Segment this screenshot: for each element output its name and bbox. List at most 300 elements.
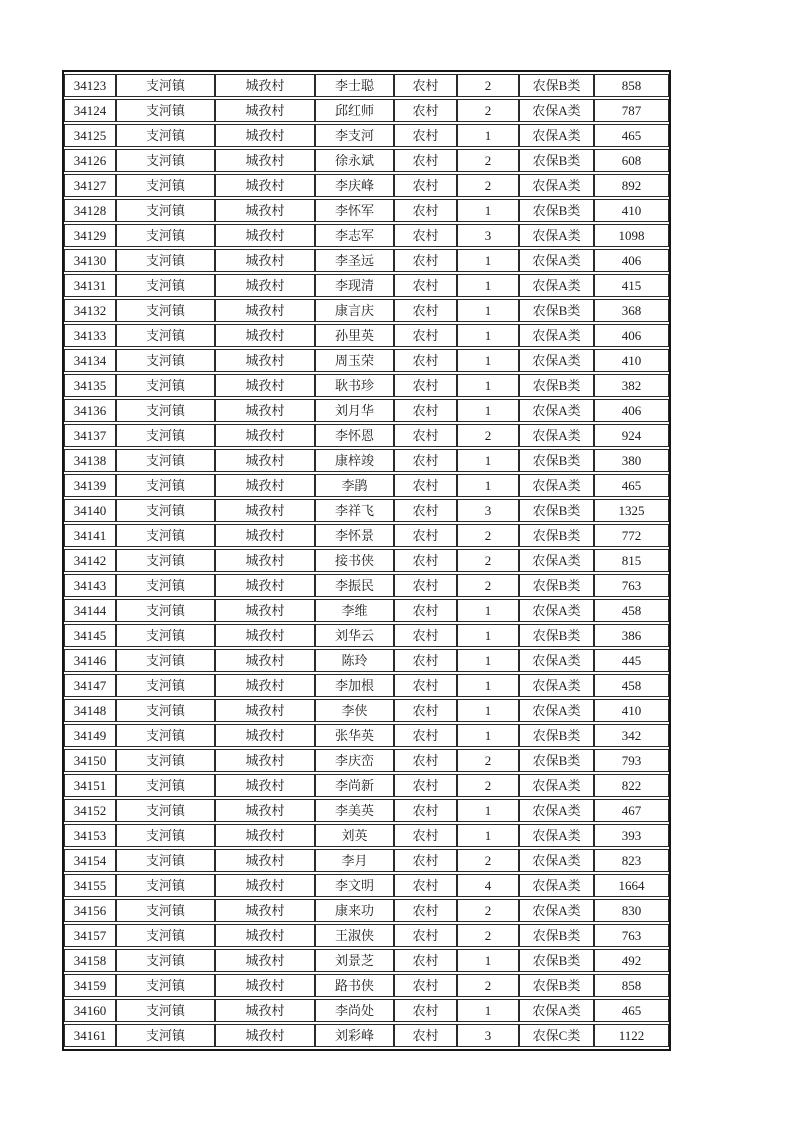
- cell-amount: 445: [594, 649, 669, 672]
- cell-record-id: 34144: [64, 599, 116, 622]
- cell-record-id: 34146: [64, 649, 116, 672]
- cell-person-name: 李尚新: [315, 774, 394, 797]
- cell-household-type: 农村: [394, 99, 457, 122]
- cell-person-count: 1: [457, 674, 519, 697]
- cell-household-type: 农村: [394, 899, 457, 922]
- cell-record-id: 34145: [64, 624, 116, 647]
- cell-insurance-category: 农保B类: [519, 299, 594, 322]
- cell-person-name: 刘彩峰: [315, 1024, 394, 1047]
- cell-household-type: 农村: [394, 749, 457, 772]
- cell-household-type: 农村: [394, 874, 457, 897]
- table-row: [64, 924, 669, 947]
- cell-village: 城孜村: [215, 699, 315, 722]
- cell-person-name: 路书侠: [315, 974, 394, 997]
- cell-household-type: 农村: [394, 599, 457, 622]
- cell-person-name: 李怀军: [315, 199, 394, 222]
- cell-town: 支河镇: [116, 149, 215, 172]
- cell-village: 城孜村: [215, 299, 315, 322]
- cell-person-name: 李庆峰: [315, 174, 394, 197]
- cell-town: 支河镇: [116, 824, 215, 847]
- cell-person-name: 刘华云: [315, 624, 394, 647]
- cell-person-name: 李加根: [315, 674, 394, 697]
- cell-person-count: 2: [457, 974, 519, 997]
- cell-record-id: 34126: [64, 149, 116, 172]
- cell-village: 城孜村: [215, 724, 315, 747]
- cell-person-name: 耿书珍: [315, 374, 394, 397]
- cell-town: 支河镇: [116, 549, 215, 572]
- cell-record-id: 34123: [64, 74, 116, 97]
- table-row: [64, 649, 669, 672]
- cell-household-type: 农村: [394, 499, 457, 522]
- cell-person-count: 1: [457, 624, 519, 647]
- cell-village: 城孜村: [215, 374, 315, 397]
- cell-person-name: 康来功: [315, 899, 394, 922]
- cell-village: 城孜村: [215, 174, 315, 197]
- cell-person-count: 1: [457, 249, 519, 272]
- cell-person-name: 李圣远: [315, 249, 394, 272]
- table-row: [64, 724, 669, 747]
- cell-person-count: 1: [457, 649, 519, 672]
- table-row: [64, 149, 669, 172]
- table-row: [64, 549, 669, 572]
- cell-person-count: 1: [457, 299, 519, 322]
- cell-insurance-category: 农保B类: [519, 749, 594, 772]
- table-row: [64, 774, 669, 797]
- cell-town: 支河镇: [116, 949, 215, 972]
- cell-person-name: 徐永斌: [315, 149, 394, 172]
- cell-person-count: 1: [457, 374, 519, 397]
- cell-household-type: 农村: [394, 324, 457, 347]
- cell-insurance-category: 农保A类: [519, 224, 594, 247]
- cell-insurance-category: 农保A类: [519, 274, 594, 297]
- cell-village: 城孜村: [215, 449, 315, 472]
- cell-person-count: 4: [457, 874, 519, 897]
- cell-amount: 892: [594, 174, 669, 197]
- cell-household-type: 农村: [394, 74, 457, 97]
- cell-insurance-category: 农保B类: [519, 199, 594, 222]
- cell-record-id: 34141: [64, 524, 116, 547]
- cell-amount: 410: [594, 199, 669, 222]
- cell-town: 支河镇: [116, 499, 215, 522]
- cell-insurance-category: 农保A类: [519, 324, 594, 347]
- cell-amount: 823: [594, 849, 669, 872]
- cell-amount: 608: [594, 149, 669, 172]
- cell-town: 支河镇: [116, 374, 215, 397]
- cell-person-name: 李文明: [315, 874, 394, 897]
- cell-person-count: 2: [457, 549, 519, 572]
- cell-insurance-category: 农保B类: [519, 499, 594, 522]
- cell-household-type: 农村: [394, 299, 457, 322]
- cell-amount: 410: [594, 349, 669, 372]
- cell-amount: 458: [594, 599, 669, 622]
- cell-village: 城孜村: [215, 749, 315, 772]
- cell-town: 支河镇: [116, 799, 215, 822]
- cell-amount: 492: [594, 949, 669, 972]
- table-row: [64, 374, 669, 397]
- cell-town: 支河镇: [116, 574, 215, 597]
- cell-person-count: 3: [457, 499, 519, 522]
- table-row: [64, 474, 669, 497]
- cell-household-type: 农村: [394, 849, 457, 872]
- cell-insurance-category: 农保C类: [519, 1024, 594, 1047]
- table-row: [64, 349, 669, 372]
- cell-person-name: 李志军: [315, 224, 394, 247]
- cell-amount: 410: [594, 699, 669, 722]
- cell-record-id: 34142: [64, 549, 116, 572]
- table-row: [64, 624, 669, 647]
- table-row: [64, 999, 669, 1022]
- cell-village: 城孜村: [215, 974, 315, 997]
- cell-insurance-category: 农保B类: [519, 149, 594, 172]
- cell-village: 城孜村: [215, 524, 315, 547]
- cell-person-count: 1: [457, 999, 519, 1022]
- cell-village: 城孜村: [215, 624, 315, 647]
- table-row: [64, 124, 669, 147]
- cell-person-name: 邱红师: [315, 99, 394, 122]
- cell-village: 城孜村: [215, 149, 315, 172]
- cell-town: 支河镇: [116, 474, 215, 497]
- cell-record-id: 34151: [64, 774, 116, 797]
- cell-person-count: 1: [457, 399, 519, 422]
- cell-record-id: 34127: [64, 174, 116, 197]
- cell-person-count: 2: [457, 849, 519, 872]
- table-row: [64, 424, 669, 447]
- cell-person-count: 3: [457, 224, 519, 247]
- table-row: [64, 699, 669, 722]
- cell-record-id: 34129: [64, 224, 116, 247]
- cell-record-id: 34138: [64, 449, 116, 472]
- cell-amount: 772: [594, 524, 669, 547]
- cell-town: 支河镇: [116, 99, 215, 122]
- cell-town: 支河镇: [116, 174, 215, 197]
- cell-village: 城孜村: [215, 874, 315, 897]
- cell-village: 城孜村: [215, 124, 315, 147]
- cell-village: 城孜村: [215, 1024, 315, 1047]
- cell-amount: 1325: [594, 499, 669, 522]
- cell-amount: 465: [594, 474, 669, 497]
- cell-amount: 1122: [594, 1024, 669, 1047]
- cell-household-type: 农村: [394, 474, 457, 497]
- cell-town: 支河镇: [116, 749, 215, 772]
- cell-household-type: 农村: [394, 374, 457, 397]
- cell-record-id: 34157: [64, 924, 116, 947]
- cell-insurance-category: 农保A类: [519, 649, 594, 672]
- cell-town: 支河镇: [116, 324, 215, 347]
- cell-household-type: 农村: [394, 174, 457, 197]
- cell-town: 支河镇: [116, 1024, 215, 1047]
- cell-person-count: 1: [457, 799, 519, 822]
- table-row: [64, 824, 669, 847]
- table-row: [64, 274, 669, 297]
- cell-person-count: 2: [457, 924, 519, 947]
- cell-town: 支河镇: [116, 449, 215, 472]
- cell-record-id: 34152: [64, 799, 116, 822]
- cell-person-count: 1: [457, 349, 519, 372]
- cell-person-name: 李现清: [315, 274, 394, 297]
- cell-person-name: 陈玲: [315, 649, 394, 672]
- table-row: [64, 99, 669, 122]
- cell-household-type: 农村: [394, 224, 457, 247]
- cell-town: 支河镇: [116, 224, 215, 247]
- cell-record-id: 34139: [64, 474, 116, 497]
- cell-town: 支河镇: [116, 249, 215, 272]
- cell-insurance-category: 农保A类: [519, 549, 594, 572]
- cell-household-type: 农村: [394, 424, 457, 447]
- table-row: [64, 749, 669, 772]
- cell-insurance-category: 农保B类: [519, 574, 594, 597]
- cell-village: 城孜村: [215, 324, 315, 347]
- cell-amount: 386: [594, 624, 669, 647]
- cell-person-count: 2: [457, 524, 519, 547]
- cell-person-count: 1: [457, 824, 519, 847]
- cell-village: 城孜村: [215, 849, 315, 872]
- cell-insurance-category: 农保A类: [519, 99, 594, 122]
- cell-insurance-category: 农保B类: [519, 74, 594, 97]
- table-row: [64, 524, 669, 547]
- cell-amount: 406: [594, 399, 669, 422]
- cell-record-id: 34133: [64, 324, 116, 347]
- cell-amount: 924: [594, 424, 669, 447]
- cell-village: 城孜村: [215, 224, 315, 247]
- cell-person-name: 刘月华: [315, 399, 394, 422]
- cell-household-type: 农村: [394, 549, 457, 572]
- cell-village: 城孜村: [215, 999, 315, 1022]
- cell-town: 支河镇: [116, 524, 215, 547]
- cell-person-count: 1: [457, 274, 519, 297]
- cell-record-id: 34132: [64, 299, 116, 322]
- cell-town: 支河镇: [116, 349, 215, 372]
- cell-insurance-category: 农保A类: [519, 824, 594, 847]
- cell-record-id: 34137: [64, 424, 116, 447]
- cell-household-type: 农村: [394, 674, 457, 697]
- cell-person-name: 刘英: [315, 824, 394, 847]
- cell-amount: 342: [594, 724, 669, 747]
- cell-village: 城孜村: [215, 499, 315, 522]
- cell-record-id: 34130: [64, 249, 116, 272]
- cell-record-id: 34158: [64, 949, 116, 972]
- cell-insurance-category: 农保A类: [519, 349, 594, 372]
- cell-amount: 458: [594, 674, 669, 697]
- cell-town: 支河镇: [116, 299, 215, 322]
- cell-insurance-category: 农保A类: [519, 124, 594, 147]
- cell-village: 城孜村: [215, 199, 315, 222]
- cell-amount: 815: [594, 549, 669, 572]
- cell-person-count: 1: [457, 599, 519, 622]
- table-row: [64, 199, 669, 222]
- cell-household-type: 农村: [394, 524, 457, 547]
- cell-amount: 787: [594, 99, 669, 122]
- cell-household-type: 农村: [394, 199, 457, 222]
- cell-village: 城孜村: [215, 924, 315, 947]
- cell-household-type: 农村: [394, 399, 457, 422]
- cell-insurance-category: 农保A类: [519, 249, 594, 272]
- cell-insurance-category: 农保B类: [519, 724, 594, 747]
- cell-town: 支河镇: [116, 424, 215, 447]
- cell-village: 城孜村: [215, 249, 315, 272]
- cell-household-type: 农村: [394, 974, 457, 997]
- cell-insurance-category: 农保A类: [519, 599, 594, 622]
- cell-amount: 415: [594, 274, 669, 297]
- cell-record-id: 34135: [64, 374, 116, 397]
- cell-village: 城孜村: [215, 649, 315, 672]
- cell-insurance-category: 农保A类: [519, 424, 594, 447]
- cell-insurance-category: 农保A类: [519, 774, 594, 797]
- cell-person-count: 2: [457, 99, 519, 122]
- cell-insurance-category: 农保A类: [519, 899, 594, 922]
- cell-person-name: 张华英: [315, 724, 394, 747]
- cell-person-name: 接书侠: [315, 549, 394, 572]
- table-row: [64, 499, 669, 522]
- cell-town: 支河镇: [116, 899, 215, 922]
- cell-town: 支河镇: [116, 199, 215, 222]
- cell-town: 支河镇: [116, 974, 215, 997]
- cell-village: 城孜村: [215, 949, 315, 972]
- cell-record-id: 34149: [64, 724, 116, 747]
- cell-household-type: 农村: [394, 724, 457, 747]
- cell-household-type: 农村: [394, 774, 457, 797]
- cell-household-type: 农村: [394, 349, 457, 372]
- cell-insurance-category: 农保A类: [519, 699, 594, 722]
- cell-town: 支河镇: [116, 924, 215, 947]
- cell-village: 城孜村: [215, 74, 315, 97]
- cell-insurance-category: 农保A类: [519, 174, 594, 197]
- cell-person-name: 李怀恩: [315, 424, 394, 447]
- cell-record-id: 34156: [64, 899, 116, 922]
- cell-insurance-category: 农保A类: [519, 999, 594, 1022]
- cell-person-count: 2: [457, 899, 519, 922]
- cell-person-name: 孙里英: [315, 324, 394, 347]
- cell-household-type: 农村: [394, 824, 457, 847]
- table-row: [64, 974, 669, 997]
- cell-town: 支河镇: [116, 849, 215, 872]
- cell-insurance-category: 农保A类: [519, 674, 594, 697]
- cell-household-type: 农村: [394, 1024, 457, 1047]
- cell-record-id: 34160: [64, 999, 116, 1022]
- cell-person-count: 2: [457, 574, 519, 597]
- cell-village: 城孜村: [215, 674, 315, 697]
- cell-person-name: 李支河: [315, 124, 394, 147]
- cell-amount: 793: [594, 749, 669, 772]
- cell-record-id: 34128: [64, 199, 116, 222]
- cell-person-count: 2: [457, 174, 519, 197]
- cell-amount: 467: [594, 799, 669, 822]
- cell-village: 城孜村: [215, 599, 315, 622]
- cell-amount: 393: [594, 824, 669, 847]
- cell-person-name: 李月: [315, 849, 394, 872]
- cell-amount: 406: [594, 249, 669, 272]
- cell-insurance-category: 农保A类: [519, 799, 594, 822]
- cell-person-count: 3: [457, 1024, 519, 1047]
- cell-village: 城孜村: [215, 549, 315, 572]
- cell-village: 城孜村: [215, 349, 315, 372]
- table-row: [64, 1024, 669, 1047]
- cell-village: 城孜村: [215, 399, 315, 422]
- cell-town: 支河镇: [116, 274, 215, 297]
- table-row: [64, 849, 669, 872]
- cell-household-type: 农村: [394, 949, 457, 972]
- cell-person-name: 康言庆: [315, 299, 394, 322]
- cell-record-id: 34154: [64, 849, 116, 872]
- cell-person-name: 李美英: [315, 799, 394, 822]
- cell-person-name: 李怀景: [315, 524, 394, 547]
- cell-person-count: 2: [457, 149, 519, 172]
- cell-village: 城孜村: [215, 899, 315, 922]
- cell-household-type: 农村: [394, 799, 457, 822]
- cell-amount: 858: [594, 74, 669, 97]
- cell-person-count: 2: [457, 774, 519, 797]
- cell-record-id: 34140: [64, 499, 116, 522]
- cell-record-id: 34155: [64, 874, 116, 897]
- table-row: [64, 799, 669, 822]
- table-row: [64, 574, 669, 597]
- table-row: [64, 674, 669, 697]
- table-row: [64, 899, 669, 922]
- cell-insurance-category: 农保B类: [519, 949, 594, 972]
- cell-record-id: 34153: [64, 824, 116, 847]
- table-row: [64, 599, 669, 622]
- cell-insurance-category: 农保A类: [519, 874, 594, 897]
- table-row: [64, 399, 669, 422]
- records-table: [62, 70, 671, 1051]
- cell-person-name: 李士聪: [315, 74, 394, 97]
- cell-village: 城孜村: [215, 424, 315, 447]
- cell-person-name: 王淑侠: [315, 924, 394, 947]
- cell-town: 支河镇: [116, 999, 215, 1022]
- cell-insurance-category: 农保B类: [519, 449, 594, 472]
- cell-town: 支河镇: [116, 599, 215, 622]
- cell-record-id: 34147: [64, 674, 116, 697]
- cell-household-type: 农村: [394, 274, 457, 297]
- cell-record-id: 34124: [64, 99, 116, 122]
- cell-amount: 858: [594, 974, 669, 997]
- cell-amount: 368: [594, 299, 669, 322]
- cell-person-count: 2: [457, 74, 519, 97]
- cell-person-name: 李振民: [315, 574, 394, 597]
- cell-person-count: 1: [457, 199, 519, 222]
- table-row: [64, 299, 669, 322]
- cell-village: 城孜村: [215, 274, 315, 297]
- cell-person-name: 李尚处: [315, 999, 394, 1022]
- cell-amount: 465: [594, 999, 669, 1022]
- cell-record-id: 34136: [64, 399, 116, 422]
- cell-person-name: 李祥飞: [315, 499, 394, 522]
- cell-amount: 1098: [594, 224, 669, 247]
- cell-town: 支河镇: [116, 649, 215, 672]
- cell-person-count: 1: [457, 949, 519, 972]
- cell-insurance-category: 农保B类: [519, 624, 594, 647]
- cell-town: 支河镇: [116, 124, 215, 147]
- cell-insurance-category: 农保B类: [519, 924, 594, 947]
- cell-person-name: 康梓竣: [315, 449, 394, 472]
- cell-record-id: 34131: [64, 274, 116, 297]
- cell-town: 支河镇: [116, 874, 215, 897]
- table-row: [64, 874, 669, 897]
- cell-record-id: 34161: [64, 1024, 116, 1047]
- cell-village: 城孜村: [215, 574, 315, 597]
- cell-village: 城孜村: [215, 774, 315, 797]
- records-tbody: [64, 74, 669, 1047]
- cell-town: 支河镇: [116, 724, 215, 747]
- cell-household-type: 农村: [394, 649, 457, 672]
- cell-household-type: 农村: [394, 449, 457, 472]
- cell-amount: 380: [594, 449, 669, 472]
- cell-person-count: 1: [457, 699, 519, 722]
- cell-record-id: 34148: [64, 699, 116, 722]
- cell-household-type: 农村: [394, 624, 457, 647]
- cell-village: 城孜村: [215, 99, 315, 122]
- table-row: [64, 249, 669, 272]
- cell-town: 支河镇: [116, 624, 215, 647]
